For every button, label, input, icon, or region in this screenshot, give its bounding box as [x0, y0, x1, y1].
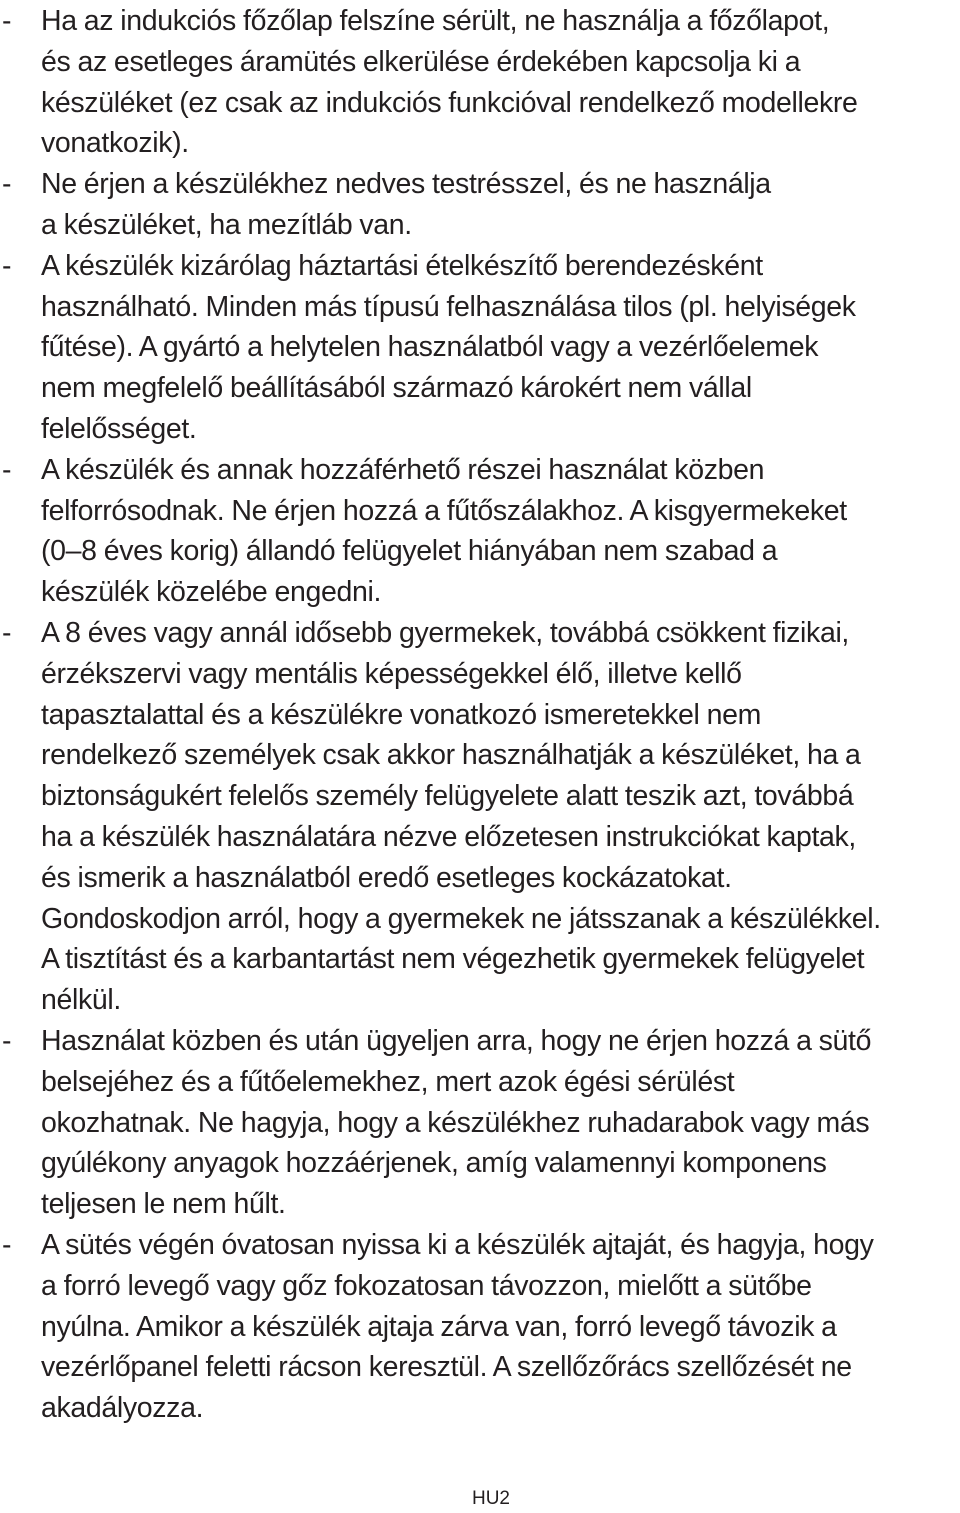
list-item-line: készüléket (ez csak az indukciós funkcióval rendelkező modellekre — [41, 86, 858, 119]
list-item-line: biztonságukért felelős személy felügyelete alatt teszik azt, továbbá — [41, 780, 854, 813]
list-item-line: ha a készülék használatára nézve előzetesen instrukciókat kaptak, — [41, 820, 856, 853]
list-item-line: teljesen le nem hűlt. — [41, 1188, 286, 1221]
list-item-line: használható. Minden más típusú felhasználása tilos (pl. helyiségek — [41, 290, 856, 323]
list-item-line: nem megfelelő beállításából származó károkért nem vállal — [41, 372, 752, 405]
list-item-line: okozhatnak. Ne hagyja, hogy a készülékhez ruhadarabok vagy más — [41, 1106, 870, 1139]
list-item-line: A sütés végén óvatosan nyissa ki a készülék ajtaját, és hagyja, hogy — [41, 1228, 874, 1261]
list-item-line: A készülék és annak hozzáférhető részei használat közben — [41, 453, 765, 486]
list-item — [0, 1021, 960, 1225]
bullet-dash: - — [2, 5, 12, 37]
list-item-line: a készüléket, ha mezítláb van. — [41, 208, 412, 241]
list-item-line: A 8 éves vagy annál idősebb gyermekek, továbbá csökkent fizikai, — [41, 616, 849, 649]
list-item — [0, 613, 960, 1021]
list-item-line: Használat közben és után ügyeljen arra, hogy ne érjen hozzá a sütő — [41, 1024, 872, 1057]
list-item — [0, 246, 960, 450]
list-item-line: vonatkozik). — [41, 127, 189, 160]
list-item-line: nélkül. — [41, 984, 121, 1017]
list-item — [0, 164, 960, 246]
bullet-dash: - — [2, 249, 12, 282]
list-item-line: készülék közelébe engedni. — [41, 576, 382, 609]
bullet-dash: - — [2, 168, 12, 201]
list-item-line: A készülék kizárólag háztartási ételkészítő berendezésként — [41, 249, 763, 282]
bullet-dash: - — [2, 453, 12, 486]
list-item-line: fűtése). A gyártó a helytelen használatból vagy a vezérlőelemek — [41, 331, 819, 364]
list-item — [0, 1, 960, 164]
list-item-line: akadályozza. — [41, 1392, 204, 1425]
bullet-dash: - — [2, 1228, 12, 1261]
list-item-line: Gondoskodjon arról, hogy a gyermekek ne játsszanak a készülékkel. — [41, 902, 881, 935]
bullet-dash: - — [2, 1024, 12, 1057]
list-item-line: érzékszervi vagy mentális képességekkel élő, illetve kellő — [41, 657, 742, 690]
list-item-line: gyúlékony anyagok hozzáérjenek, amíg valamennyi komponens — [41, 1147, 827, 1180]
list-item-line: vezérlőpanel feletti rácson keresztül. A szellőzőrács szellőzését ne — [41, 1351, 852, 1384]
page-number: HU2 — [471, 1488, 510, 1509]
list-item-line: Ha az indukciós főzőlap felszíne sérült, ne használja a főzőlapot, — [41, 5, 830, 37]
bullet-dash: - — [2, 616, 12, 649]
list-item-line: (0–8 éves korig) állandó felügyelet hiányában nem szabad a — [41, 535, 778, 568]
list-item — [0, 1225, 960, 1429]
list-item-line: felforrósodnak. Ne érjen hozzá a fűtőszálakhoz. A kisgyermekeket — [41, 494, 847, 527]
list-item — [0, 450, 960, 613]
list-item-line: Ne érjen a készülékhez nedves testrésszel, és ne használja — [41, 168, 771, 201]
list-item-line: tapasztalattal és a készülékre vonatkozó ismeretekkel nem — [41, 698, 761, 731]
list-item-line: nyúlna. Amikor a készülék ajtaja zárva van, forró levegő távozik a — [41, 1310, 837, 1343]
list-item-line: A tisztítást és a karbantartást nem végezhetik gyermekek felügyelet — [41, 943, 865, 976]
list-item-line: és az esetleges áramütés elkerülése érdekében kapcsolja ki a — [41, 45, 801, 78]
safety-instructions-list — [0, 1, 960, 1429]
list-item-line: és ismerik a használatból eredő esetleges kockázatokat. — [41, 861, 732, 894]
list-item-line: felelősséget. — [41, 412, 197, 445]
list-item-line: belsejéhez és a fűtőelemekhez, mert azok égési sérülést — [41, 1065, 735, 1098]
list-item-line: a forró levegő vagy gőz fokozatosan távozzon, mielőtt a sütőbe — [41, 1269, 812, 1302]
list-item-line: rendelkező személyek csak akkor használhatják a készüléket, ha a — [41, 739, 861, 772]
